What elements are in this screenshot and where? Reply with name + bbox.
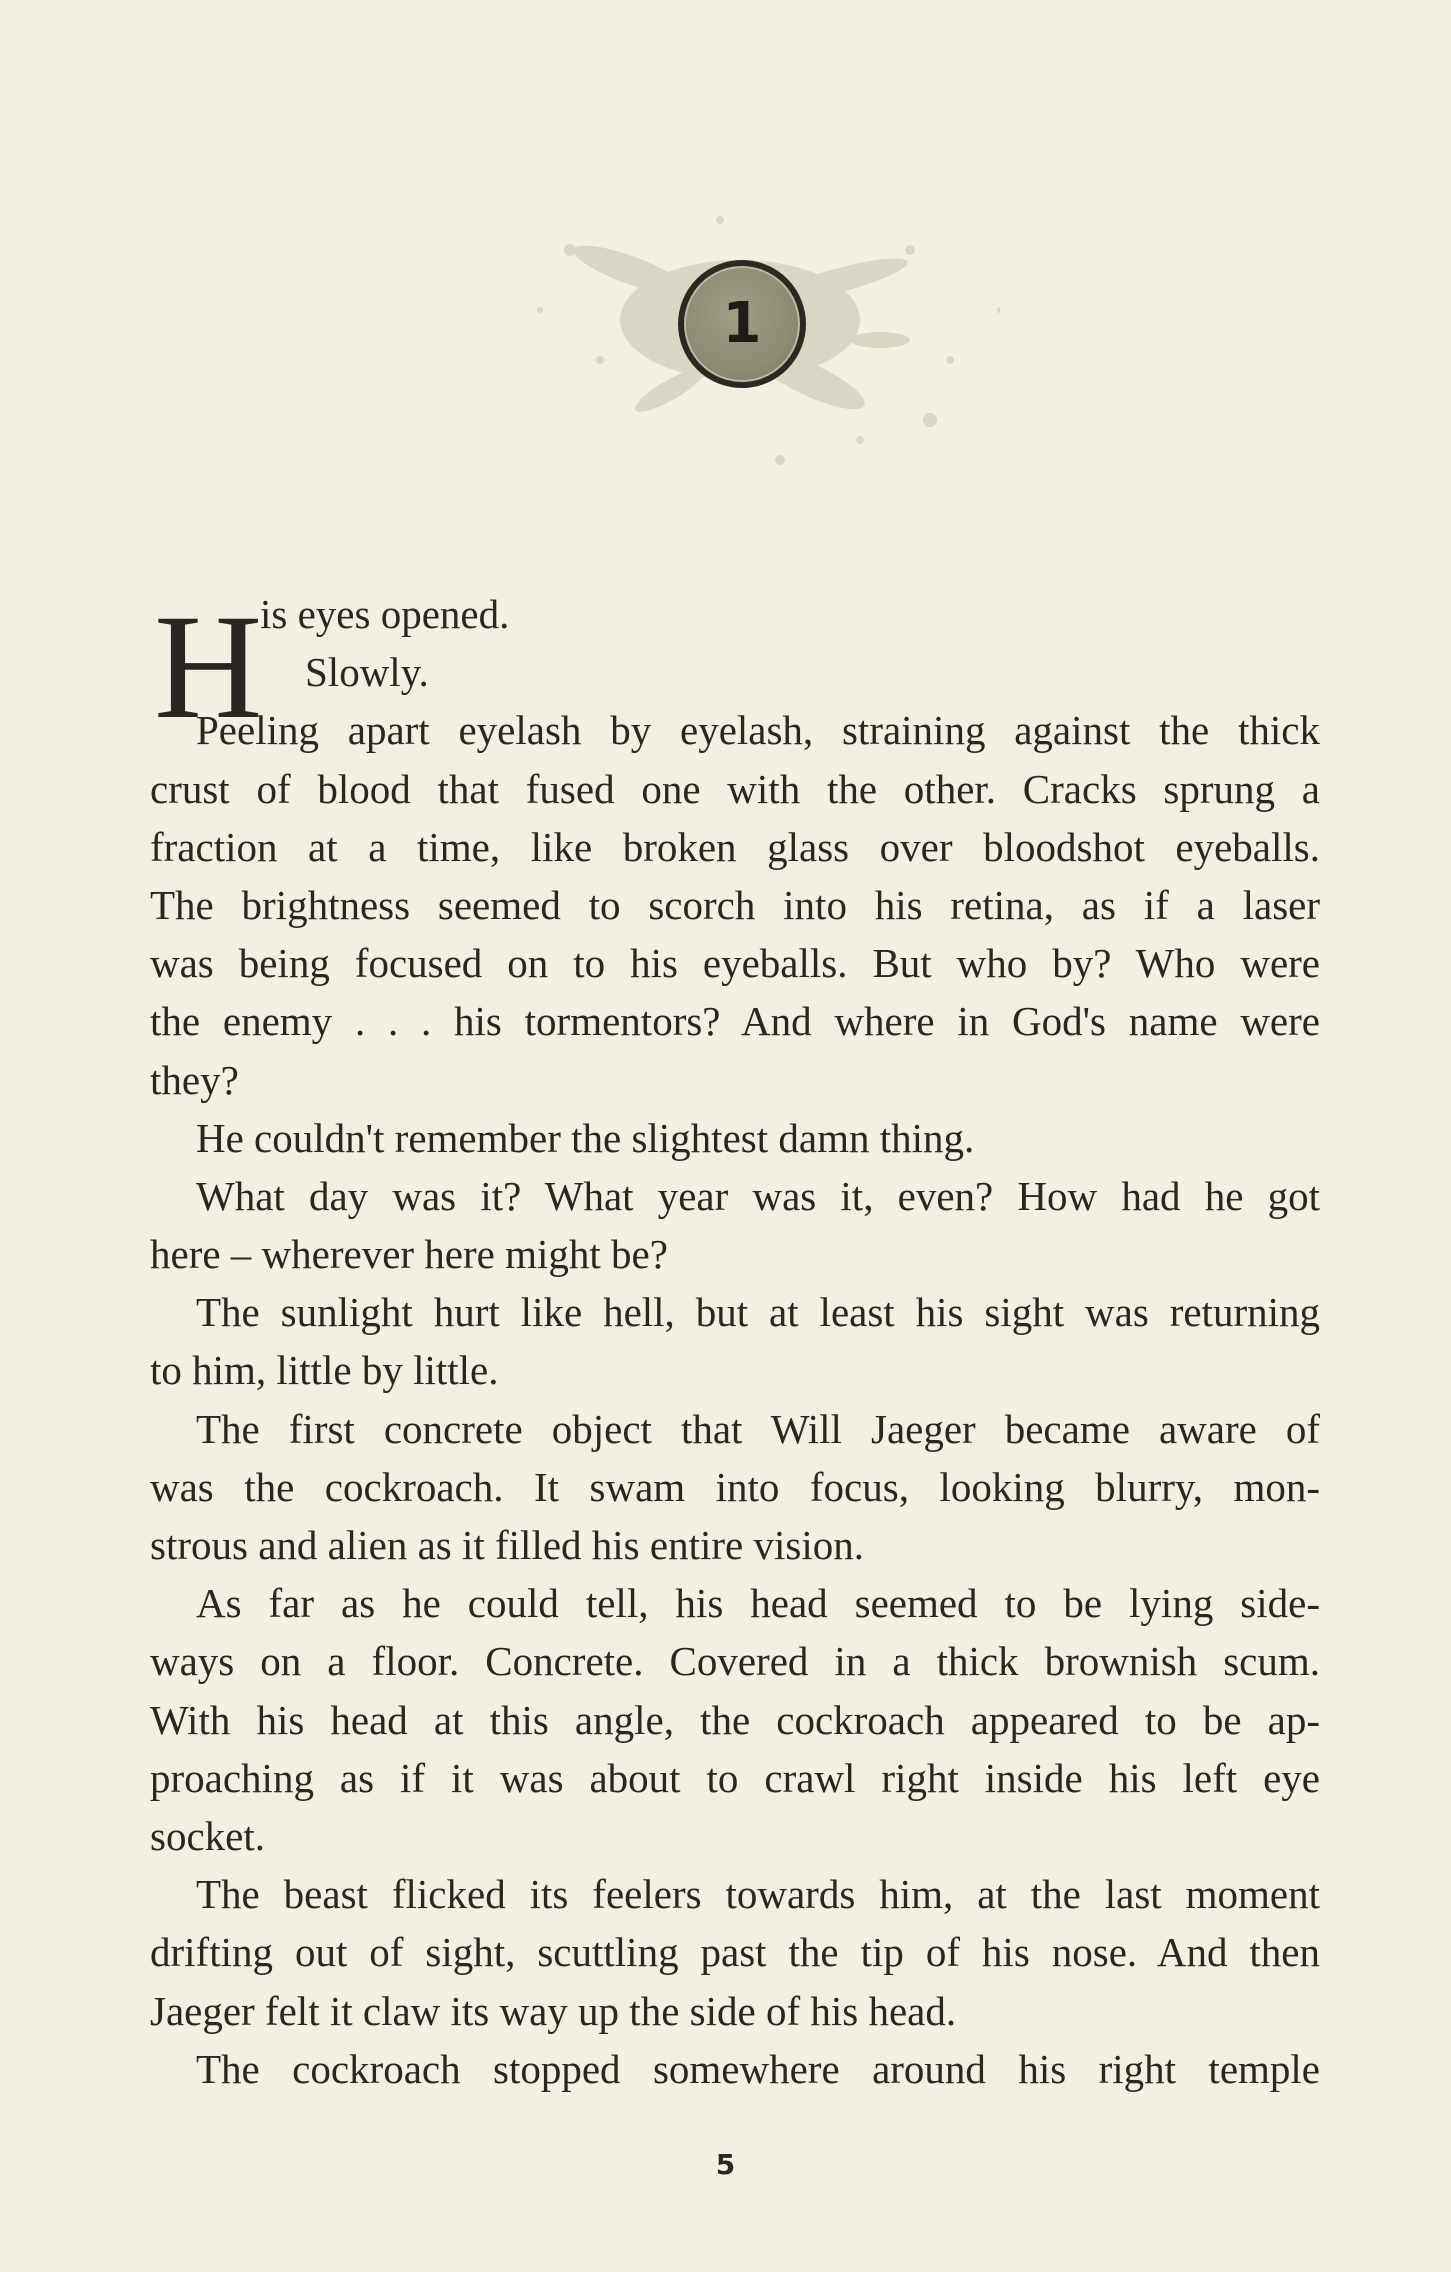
chapter-number-badge [678, 260, 806, 388]
text-line: the enemy . . . his tormentors? And where in God's name were [150, 998, 1320, 1045]
text-line: As far as he could tell, his head seemed to be lying side- [196, 1580, 1320, 1627]
chapter-number: 1 [722, 291, 762, 356]
text-line: ways on a floor. Concrete. Covered in a thick brownish scum. [150, 1638, 1320, 1685]
text-line: What day was it? What year was it, even? How had he got [196, 1172, 1320, 1219]
text-line: Slowly. [305, 649, 429, 696]
text-line: to him, little by little. [150, 1347, 499, 1394]
text-line: fraction at a time, like broken glass over bloodshot eyeballs. [150, 823, 1320, 870]
chapter-text [150, 585, 1320, 2098]
text-line: Jaeger felt it claw its way up the side of his head. [150, 1987, 957, 2034]
text-line: socket. [150, 1812, 265, 1859]
text-line: With his head at this angle, the cockroach appeared to be ap- [150, 1696, 1320, 1743]
text-line: The cockroach stopped somewhere around his right temple [196, 2045, 1320, 2092]
text-line: proaching as if it was about to crawl right inside his left eye [150, 1754, 1320, 1801]
text-line: The sunlight hurt like hell, but at least his sight was returning [196, 1289, 1320, 1336]
page-number: 5 [715, 2148, 736, 2181]
text-line: The first concrete object that Will Jaeger became aware of [196, 1405, 1320, 1452]
text-line: they? [150, 1056, 239, 1103]
text-line: was the cockroach. It swam into focus, looking blurry, mon- [150, 1463, 1320, 1510]
text-line: here – wherever here might be? [150, 1231, 668, 1278]
text-line: drifting out of sight, scuttling past the tip of his nose. And then [150, 1929, 1320, 1976]
text-line: was being focused on to his eyeballs. But who by? Who were [150, 940, 1320, 987]
text-line: Peeling apart eyelash by eyelash, straining against the thick [196, 707, 1320, 754]
drop-cap: H [154, 584, 263, 750]
text-line: He couldn't remember the slightest damn thing. [196, 1114, 975, 1161]
text-line: is eyes opened. [260, 591, 510, 637]
text-line: The brightness seemed to scorch into his retina, as if a laser [150, 881, 1320, 928]
text-line: crust of blood that fused one with the other. Cracks sprung a [150, 765, 1320, 812]
text-line: strous and alien as it filled his entire vision. [150, 1522, 864, 1568]
text-line: The beast flicked its feelers towards him, at the last moment [196, 1871, 1320, 1918]
